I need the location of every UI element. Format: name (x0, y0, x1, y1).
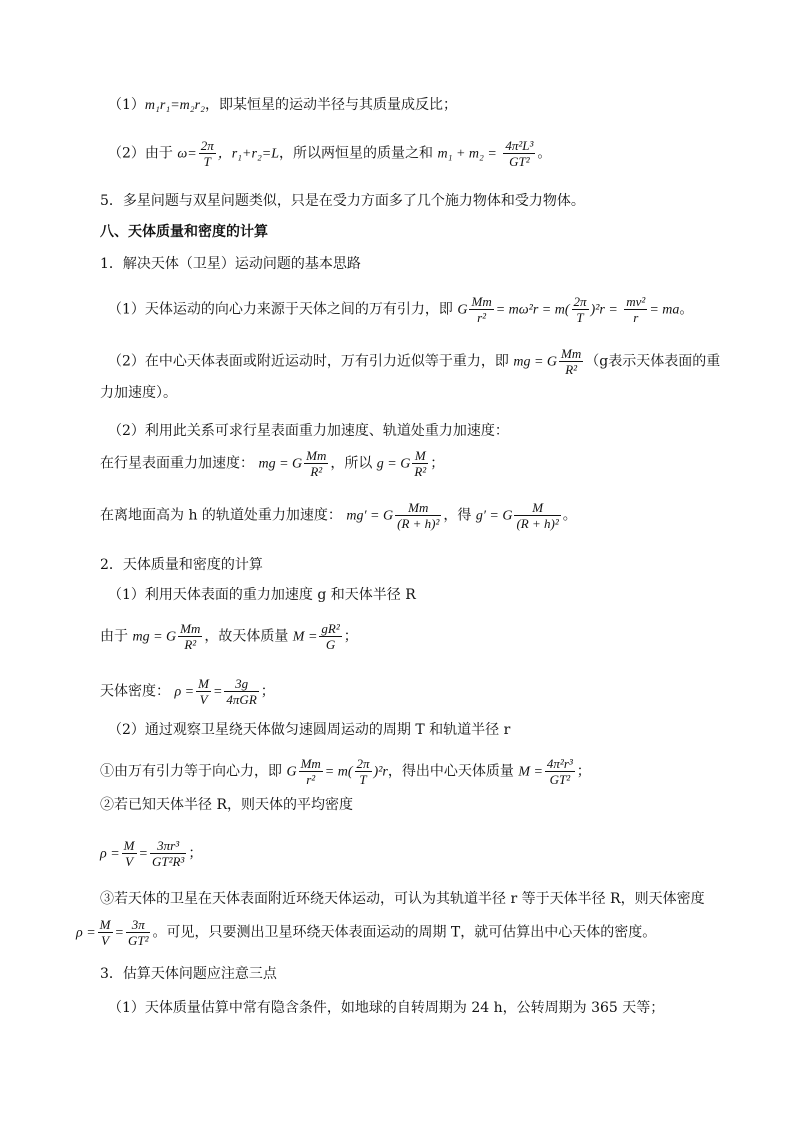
fraction: $\frac{3\pi}{\text{GT²}}$ (127, 917, 149, 948)
para-gravity-accel-intro: （2）利用此关系可求行星表面重力加速度、轨道处重力加速度： (108, 423, 509, 439)
fraction: $\frac{\text{4π²r³}}{\text{GT²}}$ (546, 756, 573, 787)
fraction: $\frac{Mm}{\text{(R + h)²}}$ (397, 500, 440, 531)
fraction: $\frac{3g}{\text{4πGR}}$ (226, 676, 257, 707)
equation: m₁r₁=m₂r₂ (144, 98, 205, 113)
para-surface-gravity: 在行星表面重力加速度： mg = G $\frac{Mm}{\text{R²}}$ ，所以 g = G $\frac{M}{\text{R²}}$ ； (100, 448, 445, 479)
para-near-surface: ③若天体的卫星在天体表面附近环绕天体运动，可认为其轨道半径 r 等于天体半径 R，则天体密度 (100, 891, 705, 907)
para-density-period: ρ = $\frac{M}{V}$ = $\frac{3\pi}{\text{GT²}}$ 。可见，只要测出卫星环绕天体表面运动的周期 T，就可估算出中心天体的密度。 (76, 917, 657, 948)
fraction: $\frac{\text{3πr³}}{\text{GT²R³}}$ (151, 838, 185, 869)
fraction: $\frac{Mm}{\text{R²}}$ (561, 346, 582, 377)
para-mass-formula: 由于 mg = G $\frac{Mm}{\text{R²}}$ ，故天体质量 M = $\frac{\text{gR²}}{G}$ ； (100, 621, 358, 652)
fraction: $\frac{2\pi}{T}$ (200, 138, 214, 169)
fraction: $\frac{M}{\text{(R + h)²}}$ (516, 500, 559, 531)
fraction: $\frac{M}{V}$ (99, 917, 111, 948)
fraction: $\frac{\text{4π²L³}}{\text{GT²}}$ (505, 138, 534, 169)
fraction: $\frac{Mm}{\text{r²}}$ (471, 294, 492, 325)
fraction: $\frac{2\pi}{T}$ (573, 294, 587, 325)
fraction: $\frac{\text{mv²}}{r}$ (626, 294, 646, 325)
fraction: $\frac{Mm}{\text{R²}}$ (306, 448, 327, 479)
para-density-formula: 天体密度： ρ = $\frac{M}{V}$ = $\frac{3g}{\text{4πGR}}$ ； (100, 676, 275, 707)
fraction: $\frac{\text{gR²}}{G}$ (321, 621, 340, 652)
para-known-radius: ②若已知天体半径 R，则天体的平均密度 (100, 797, 353, 813)
subsection-title: 3．估算天体问题应注意三点 (100, 966, 277, 982)
fraction: $\frac{Mm}{\text{R²}}$ (180, 621, 201, 652)
para-hidden-conditions: （1）天体质量估算中常有隐含条件，如地球的自转周期为 24 h，公转周期为 365 天等； (108, 1000, 665, 1016)
para-multi-star: 5．多星问题与双星问题类似，只是在受力方面多了几个施力物体和受力物体。 (100, 193, 585, 209)
para-average-density: ρ = $\frac{M}{V}$ = $\frac{\text{3πr³}}{\text{GT²R³}}$ ； (100, 838, 203, 869)
fraction: $\frac{M}{\text{R²}}$ (414, 448, 427, 479)
para-centripetal-force: （1）天体运动的向心力来源于天体之间的万有引力，即 G $\frac{Mm}{\text{r²}}$ = mω²r = m( $\frac{2\pi}{T}$ )²r = $\frac{\text{mv²}}{r}$ = ma。 (108, 294, 694, 325)
section-heading: 八、天体质量和密度的计算 (100, 224, 268, 240)
para-total-mass: （2）由于 ω= $\frac{2\pi}{T}$ ，r₁+r₂=L，所以两恒星的质量之和 m₁ + m₂ = $\frac{\text{4π²L³}}{\text{GT²}}$ 。 (108, 138, 552, 169)
fraction: $\frac{Mm}{\text{r²}}$ (300, 756, 321, 787)
subsection-title: 1．解决天体（卫星）运动问题的基本思路 (100, 256, 361, 272)
para-method-orbit: （2）通过观察卫星绕天体做匀速圆周运动的周期 T 和轨道半径 r (108, 722, 511, 738)
fraction: $\frac{M}{V}$ (198, 676, 209, 707)
para-gravity-approx-cont: 力加速度）。 (100, 385, 177, 401)
para-orbit-gravity: 在离地面高为 h 的轨道处重力加速度： mg′ = G $\frac{Mm}{\text{(R + h)²}}$ ，得 g′ = G $\frac{M}{\text{(R + h)²}}$ 。 (100, 500, 577, 531)
para-method-surface: （1）利用天体表面的重力加速度 g 和天体半径 R (108, 587, 416, 603)
fraction: $\frac{2\pi}{T}$ (356, 756, 370, 787)
para-mass-from-orbit: ①由万有引力等于向心力，即 G $\frac{Mm}{\text{r²}}$ = m( $\frac{2\pi}{T}$ )²r，得出中心天体质量 M = $\frac{\text{4π²r³}}{\text{GT²}}$ ； (100, 756, 591, 787)
para-gravity-approx: （2）在中心天体表面或附近运动时，万有引力近似等于重力，即 mg = G $\frac{Mm}{\text{R²}}$ （g表示天体表面的重 (108, 346, 721, 377)
fraction: $\frac{M}{V}$ (123, 838, 135, 869)
para-mass-radius-ratio: （1）m₁r₁=m₂r₂，即某恒星的运动半径与其质量成反比； (108, 97, 457, 113)
subsection-title: 2．天体质量和密度的计算 (100, 557, 263, 573)
